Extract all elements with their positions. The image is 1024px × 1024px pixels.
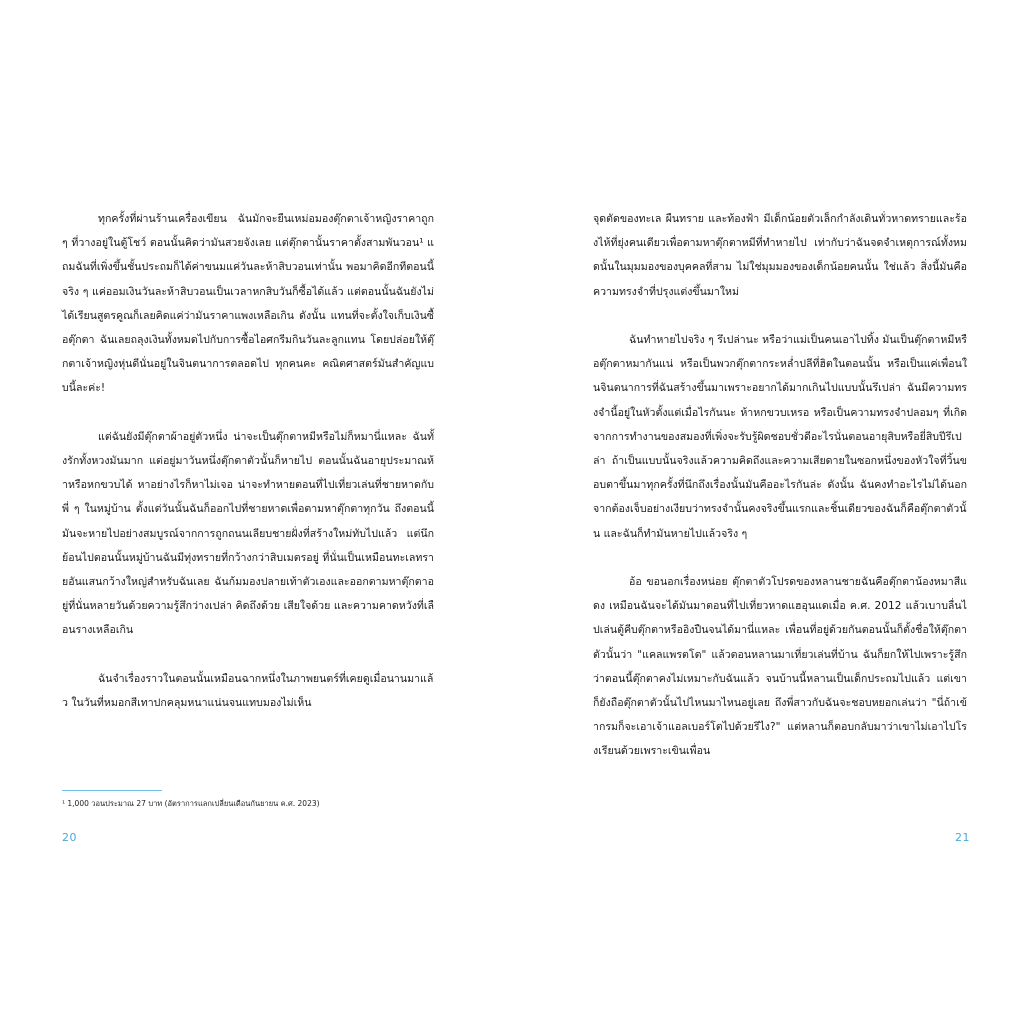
footnote-divider	[62, 790, 162, 791]
left-page-body	[62, 207, 434, 715]
left-paragraph-3: ฉันจำเรื่องราวในตอนนั้นเหมือนฉากหนึ่งในภาพยนตร์ที่เคยดูเมื่อนานมาแล้ว ในวันที่หมอกสีเทาปกคลุมหนาแน่นจนแทบมองไม่เห็น	[62, 672, 434, 710]
left-paragraph-1: ทุกครั้งที่ผ่านร้านเครื่องเขียน ฉันมักจะยืนเหม่อมองตุ๊กตาเจ้าหญิงราคาถูก ๆ ที่วางอยู่ในตู้โชว์ ตอนนั้นคิดว่ามันสวยจังเลย แต่ตุ๊กตานั้นราคาตั้งสามพันวอน¹ แถมฉันที่เพิ่งขึ้นชั้นประถมก็ได้ค่าขนมแค่วันละห้าสิบวอนเท่านั้น พอมาคิดอีกทีตอนนี้จริง ๆ แค่ออมเงินวันละห้าสิบวอนเป็นเวลาหกสิบวันก็ซื้อได้แล้ว แต่ตอนนั้นฉันยังไม่ได้เรียนสูตรคูณก็เลยคิดแค่ว่ามันราคาแพงเหลือเกิน ดังนั้น แทนที่จะตั้งใจเก็บเงินซื้อตุ๊กตา ฉันเลยถลุงเงินทั้งหมดไปกับการซื้อไอศกรีมกินวันละลูกแทน โดยปล่อยให้ตุ๊กตาเจ้าหญิงหุ่นดีนั่นอยู่ในจินตนาการตลอดไป ทุกคนคะ คณิตศาสตร์มันสำคัญแบบนี้ละค่ะ!	[62, 213, 434, 395]
right-paragraph-2: ฉันทำหายไปจริง ๆ รึเปล่านะ หรือว่าแม่เป็นคนเอาไปทิ้ง มันเป็นตุ๊กตาหมีหรือตุ๊กตาหมากันแน่ หรือเป็นพวกตุ๊กตากระหล่ำปลีที่ฮิตในตอนนั้น หรือเป็นแค่เพื่อนในจินตนาการที่ฉันสร้างขึ้นมาเพราะอยากได้มากเกินไปแบบนั้นรึเปล่า ฉันมีความทรงจำนี้อยู่ในหัวตั้งแต่เมื่อไรกันนะ ห้าหกขวบเหรอ หรือเป็นความทรงจำปลอมๆ ที่เกิดจากการทำงานของสมองที่เพิ่งจะรับรู้ผิดชอบชั่วดีอะไรนั่นตอนอายุสิบหรือยี่สิบปีรึเปล่า ถ้าเป็นแบบนั้นจริงแล้วความคิดถึงและความเสียดายในซอกหนึ่งของหัวใจที่วิ้นขอบตาขึ้นมาทุกครั้งที่นึกถึงเรื่องนั้นมันคืออะไรกันล่ะ ดังนั้น ฉันคงทำอะไรไม่ได้นอกจากต้องเจ็บอย่างเงียบว่าทรงจำนั้นคงจริงขึ้นแรกและชิ้นเดียวของฉันก็คือตุ๊กตาตัวนั้น และฉันก็ทำมันหายไปแล้วจริง ๆ	[593, 334, 967, 540]
right-page	[512, 0, 1024, 1024]
right-page-body	[593, 207, 967, 764]
right-paragraph-1: จุดตัดของทะเล ผืนทราย และท้องฟ้า มีเด็กน้อยตัวเล็กกำลังเดินทั่วหาดทรายและร้องไห้ที่ยุ่งคนเดียวเพื่อตามหาตุ๊กตาหมีที่ทำหายไป เท่ากับว่าฉันจดจำเหตุการณ์ทั้งหมดนั้นในมุมมองของบุคคลที่สาม ไม่ใช่มุมมองของเด็กน้อยคนนั้น ใช่แล้ว สิ่งนี้มันคือความทรงจำที่ปรุงแต่งขึ้นมาใหม่	[593, 213, 967, 298]
page-number-right: 21	[955, 831, 970, 844]
footnote: ¹ 1,000 วอนประมาณ 27 บาท (อัตราการแลกเปลี่ยนเดือนกันยายน ค.ศ. 2023)	[62, 799, 320, 808]
right-paragraph-3: อ้อ ขอนอกเรื่องหน่อย ตุ๊กตาตัวโปรดของหลานชายฉันคือตุ๊กตาน้องหมาสีแดง เหมือนฉันจะได้มันมาตอนที่ไปเที่ยวหาดแฮอุนแดเมื่อ ค.ศ. 2012 แล้วเบาบลื่นไปเล่นตู้คีบตุ๊กตาหรืออิงปืนจนได้มานี่แหละ เพื่อนที่อยู่ด้วยกันตอนนั้นก็ตั้งชื่อให้ตุ๊กตาตัวนั้นว่า "แคลแพรตโต" แล้วตอนหลานมาเที่ยวเล่นที่บ้าน ฉันก็ยกให้ไปเพราะรู้สึกว่าตอนนี้ตุ๊กตาคงไม่เหมาะกับฉันแล้ว จนบ้านนี้หลานเป็นเด็กประถมไปแล้ว แต่เขาก็ยังถือตุ๊กตาตัวนั้นไปไหนมาไหนอยู่เลย ถึงพี่สาวกับฉันจะชอบหยอกเล่นว่า "นี่ถ้าเข้ากรมก็จะเอาเจ้าแอลเบอร์โตไปด้วยรึไง?" แต่หลานก็ตอบกลับมาว่าเขาไม่เอาไปโรงเรียนด้วยเพราะเขินเพื่อน	[593, 576, 967, 758]
page-number-left: 20	[62, 831, 77, 844]
left-paragraph-2: แต่ฉันยังมีตุ๊กตาผ้าอยู่ตัวหนึ่ง น่าจะเป็นตุ๊กตาหมีหรือไม่ก็หมานี่แหละ ฉันทั้งรักทั้งหวงมันมาก แต่อยู่มาวันหนึ่งตุ๊กตาตัวนั้นก็หายไป ตอนนั้นฉันอายุประมาณห้าหรือหกขวบได้ หาอย่างไรก็หาไม่เจอ น่าจะทำหายตอนที่ไปเที่ยวเล่นที่ชายหาดกับพี่ ๆ ในหมู่บ้าน ตั้งแต่วันนั้นฉันก็ออกไปที่ชายหาดเพื่อตามหาตุ๊กตาทุกวัน ถึงตอนนี้มันจะหายไปอย่างสมบูรณ์จากการถูกถนนเลียบชายฝั่งที่สร้างใหม่ทับไปแล้ว แต่นึกย้อนไปตอนนั้นหมู่บ้านฉันมีทุ่งทรายที่กว้างกว่าสิบเมตรอยู่ ที่นั่นเป็นเหมือนทะเลทรายอันแสนกว้างใหญ่สำหรับฉันเลย ฉันก้มมองปลายเท้าตัวเองและออกตามหาตุ๊กตาอยู่ที่นั่นหลายวันด้วยความรู้สึกว่างเปล่า คิดถึงด้วย เสียใจด้วย และความคาดหวังที่เลือนรางเหลือเกิน	[62, 430, 434, 637]
